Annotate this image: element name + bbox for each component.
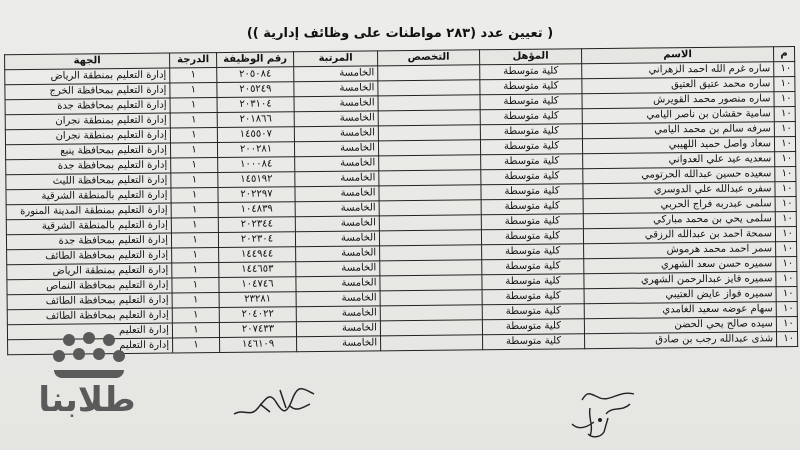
cell-department: إدارة التعليم بمحافظة جدة: [6, 158, 171, 175]
header-specialization: التخصص: [378, 50, 480, 66]
cell-department: إدارة التعليم بمحافظة الطائف: [7, 293, 172, 310]
cell-department: إدارة التعليم: [8, 338, 173, 355]
cell-name: ساره محمد عتيق العتيق: [582, 77, 774, 94]
cell-name: سهام عوضه سعيد الغامدي: [584, 302, 776, 319]
cell-rank: الخامسة: [296, 276, 380, 292]
cell-department: إدارة التعليم بالمنطقة الشرقية: [6, 218, 171, 235]
cell-seq: ١٠: [774, 107, 795, 122]
cell-grade: ١: [171, 218, 218, 233]
cell-grade: ١: [171, 158, 218, 173]
cell-rank: الخامسة: [295, 171, 379, 187]
cell-name: سيده صالح يحي الحضن: [584, 317, 776, 334]
header-qualification: المؤهل: [480, 49, 582, 65]
cell-qualification: كلية متوسطة: [480, 109, 582, 125]
cell-department: إدارة التعليم بمنطقة الرياض: [5, 68, 170, 85]
cell-job-number: ١٠٤٧٤٦: [219, 277, 296, 293]
cell-grade: ١: [171, 188, 218, 203]
cell-qualification: كلية متوسطة: [481, 154, 583, 170]
cell-department: إدارة التعليم بمنطقة المدينة المنورة: [6, 203, 171, 220]
cell-seq: ١٠: [776, 331, 797, 346]
cell-job-number: ١٤٥١٩٢: [218, 172, 295, 188]
cell-job-number: ٢٠٥٢٤٩: [217, 82, 294, 98]
cell-department: إدارة التعليم بمنطقة نجران: [5, 113, 170, 130]
cell-name: سعديه عيد علي العدواني: [583, 152, 775, 169]
cell-job-number: ١٤٦١٠٩: [220, 337, 297, 353]
cell-grade: ١: [171, 203, 218, 218]
cell-rank: الخامسة: [296, 261, 380, 277]
cell-name: ساره منصور محمد القويرش: [582, 92, 774, 109]
cell-seq: ١٠: [775, 211, 796, 226]
cell-qualification: كلية متوسطة: [481, 199, 583, 215]
cell-seq: ١٠: [774, 137, 795, 152]
cell-specialization: [378, 80, 480, 96]
cell-specialization: [378, 140, 480, 156]
cell-seq: ١٠: [775, 196, 796, 211]
cell-rank: الخامسة: [294, 81, 378, 97]
cell-rank: الخامسة: [296, 291, 380, 307]
cell-specialization: [380, 320, 482, 336]
cell-department: إدارة التعليم بمحافظة الخرج: [5, 83, 170, 100]
cell-specialization: [378, 95, 480, 111]
cell-qualification: كلية متوسطة: [482, 259, 584, 275]
cell-seq: ١٠: [775, 226, 796, 241]
cell-job-number: ٢٠٢٣٤٤: [218, 217, 295, 233]
cell-department: إدارة التعليم بمنطقة الرياض: [7, 263, 172, 280]
cell-specialization: [379, 155, 481, 171]
cell-seq: ١٠: [776, 256, 797, 271]
cell-job-number: ٢٠١٨٦٦: [217, 112, 294, 128]
cell-job-number: ١٤٤٦٥٣: [219, 262, 296, 278]
cell-seq: ١٠: [776, 271, 797, 286]
document-title: ( تعيين عدد (٢٨٣ مواطنات على وظائف إدارية )): [246, 26, 554, 41]
cell-rank: الخامسة: [295, 186, 379, 202]
cell-qualification: كلية متوسطة: [483, 334, 585, 350]
header-department: الجهة: [5, 53, 170, 70]
cell-name: سرفه سالم بن محمد اليامي: [582, 122, 774, 139]
cell-specialization: [379, 230, 481, 246]
cell-department: إدارة التعليم بمحافظة جدة: [6, 233, 171, 250]
appointments-table: [4, 46, 798, 355]
cell-name: سمحة احمد بن عبدالله الرزقي: [583, 227, 775, 244]
cell-department: إدارة التعليم بمحافظة الليث: [6, 173, 171, 190]
cell-seq: ١٠: [776, 286, 797, 301]
cell-department: إدارة التعليم بمحافظة جدة: [5, 98, 170, 115]
cell-name: سفره عبدالله علي الدوسري: [583, 182, 775, 199]
cell-qualification: كلية متوسطة: [482, 289, 584, 305]
header-job-number: رقم الوظيفة: [217, 52, 294, 68]
cell-specialization: [380, 290, 482, 306]
cell-rank: الخامسة: [295, 216, 379, 232]
cell-rank: الخامسة: [294, 66, 378, 82]
cell-qualification: كلية متوسطة: [481, 184, 583, 200]
cell-job-number: ٢٠٧٤٣٣: [219, 322, 296, 338]
cell-grade: ١: [171, 233, 218, 248]
cell-rank: الخامسة: [297, 336, 381, 352]
cell-rank: الخامسة: [294, 126, 378, 142]
cell-name: سعيده حسين عبدالله الحرتومي: [583, 167, 775, 184]
cell-name: ساره غرم الله احمد الزهراني: [582, 62, 774, 79]
cell-rank: الخامسة: [295, 156, 379, 172]
cell-seq: ١٠: [775, 181, 796, 196]
cell-job-number: ١٠٤٨٣٩: [218, 202, 295, 218]
cell-specialization: [380, 305, 482, 321]
cell-name: سميره فواز عايض العتيبي: [584, 287, 776, 304]
cell-specialization: [379, 215, 481, 231]
cell-seq: ١٠: [775, 166, 796, 181]
header-name: الاسم: [582, 47, 774, 64]
cell-specialization: [378, 110, 480, 126]
cell-rank: الخامسة: [294, 111, 378, 127]
cell-specialization: [381, 335, 483, 351]
cell-job-number: ٢٠٤٠٢٢: [219, 307, 296, 323]
cell-specialization: [379, 185, 481, 201]
cell-seq: ١٠: [774, 92, 795, 107]
cell-name: سامية حقشان بن ناصر اليامي: [582, 107, 774, 124]
cell-qualification: كلية متوسطة: [480, 79, 582, 95]
signature-left: [230, 378, 320, 423]
cell-qualification: كلية متوسطة: [481, 229, 583, 245]
cell-grade: ١: [170, 143, 217, 158]
cell-rank: الخامسة: [295, 231, 379, 247]
cell-seq: ١٠: [774, 77, 795, 92]
cell-job-number: ١٠٠٠٨٤: [218, 157, 295, 173]
cell-seq: ١٠: [774, 122, 795, 137]
cell-qualification: كلية متوسطة: [482, 274, 584, 290]
cell-specialization: [378, 125, 480, 141]
cell-job-number: ٢٠٠٢٨١: [217, 142, 294, 158]
cell-specialization: [378, 65, 480, 81]
cell-rank: الخامسة: [294, 141, 378, 157]
cell-qualification: كلية متوسطة: [481, 214, 583, 230]
cell-rank: الخامسة: [296, 306, 380, 322]
header-grade: الدرجة: [170, 53, 217, 68]
cell-qualification: كلية متوسطة: [481, 169, 583, 185]
cell-grade: ١: [170, 128, 217, 143]
cell-specialization: [380, 275, 482, 291]
cell-seq: ١٠: [775, 151, 796, 166]
cell-qualification: كلية متوسطة: [480, 94, 582, 110]
cell-name: سلمى يحي بن محمد مباركي: [583, 212, 775, 229]
cell-qualification: كلية متوسطة: [482, 304, 584, 320]
cell-department: إدارة التعليم بمحافظة ينبع: [5, 143, 170, 160]
cell-specialization: [380, 245, 482, 261]
header-seq: م: [774, 47, 795, 62]
cell-job-number: ١٤٤٩٤٤: [219, 247, 296, 263]
cell-qualification: كلية متوسطة: [480, 124, 582, 140]
cell-job-number: ٢٠٣١٠٤: [217, 97, 294, 113]
cell-seq: ١٠: [776, 301, 797, 316]
cell-department: إدارة التعليم بمنطقة نجران: [5, 128, 170, 145]
cell-job-number: ٢٠٢٣٠٤: [218, 232, 295, 248]
cell-specialization: [380, 260, 482, 276]
cell-job-number: ٢٠٢٢٩٧: [218, 187, 295, 203]
cell-grade: ١: [172, 323, 219, 338]
cell-rank: الخامسة: [296, 321, 380, 337]
cell-grade: ١: [170, 83, 217, 98]
cell-seq: ١٠: [774, 62, 795, 77]
cell-name: سعاد واصل حميد اللهيبي: [582, 137, 774, 154]
cell-grade: ١: [171, 173, 218, 188]
cell-department: إدارة التعليم بالمنطقة الشرقية: [6, 188, 171, 205]
cell-grade: ١: [170, 68, 217, 83]
cell-job-number: ٢٠٥٠٨٤: [217, 67, 294, 83]
cell-job-number: ٢٣٢٨١: [219, 292, 296, 308]
cell-qualification: كلية متوسطة: [482, 244, 584, 260]
cell-rank: الخامسة: [294, 96, 378, 112]
header-rank: المرتبة: [294, 51, 378, 67]
cell-grade: ١: [172, 248, 219, 263]
cell-rank: الخامسة: [295, 201, 379, 217]
cell-name: سميره فايز عبدالرحمن الشهري: [584, 272, 776, 289]
cell-specialization: [379, 170, 481, 186]
signature-right: [560, 384, 650, 444]
cell-specialization: [379, 200, 481, 216]
cell-grade: ١: [173, 338, 220, 353]
cell-job-number: ١٤٥٥٠٧: [217, 127, 294, 143]
cell-department: إدارة التعليم: [7, 323, 172, 340]
cell-grade: ١: [172, 293, 219, 308]
cell-department: إدارة التعليم بمحافظة الطائف: [7, 248, 172, 265]
cell-qualification: كلية متوسطة: [480, 139, 582, 155]
cell-department: إدارة التعليم بمحافظة الطائف: [7, 308, 172, 325]
cell-grade: ١: [172, 263, 219, 278]
cell-rank: الخامسة: [296, 246, 380, 262]
cell-name: شذى عبدالله رجب بن صادق: [585, 332, 777, 349]
cell-name: سميره حسن سعد الشهري: [584, 257, 776, 274]
watermark-text: طلابنا: [38, 380, 136, 420]
cell-name: سلمى عبدربه فراج الحربي: [583, 197, 775, 214]
cell-qualification: كلية متوسطة: [482, 319, 584, 335]
cell-seq: ١٠: [776, 241, 797, 256]
cell-grade: ١: [172, 278, 219, 293]
cell-department: إدارة التعليم بمحافظة النماص: [7, 278, 172, 295]
cell-qualification: كلية متوسطة: [480, 64, 582, 80]
cell-grade: ١: [170, 98, 217, 113]
cell-grade: ١: [170, 113, 217, 128]
cell-seq: ١٠: [776, 316, 797, 331]
cell-grade: ١: [172, 308, 219, 323]
cell-name: سمر احمد محمد هرموش: [584, 242, 776, 259]
